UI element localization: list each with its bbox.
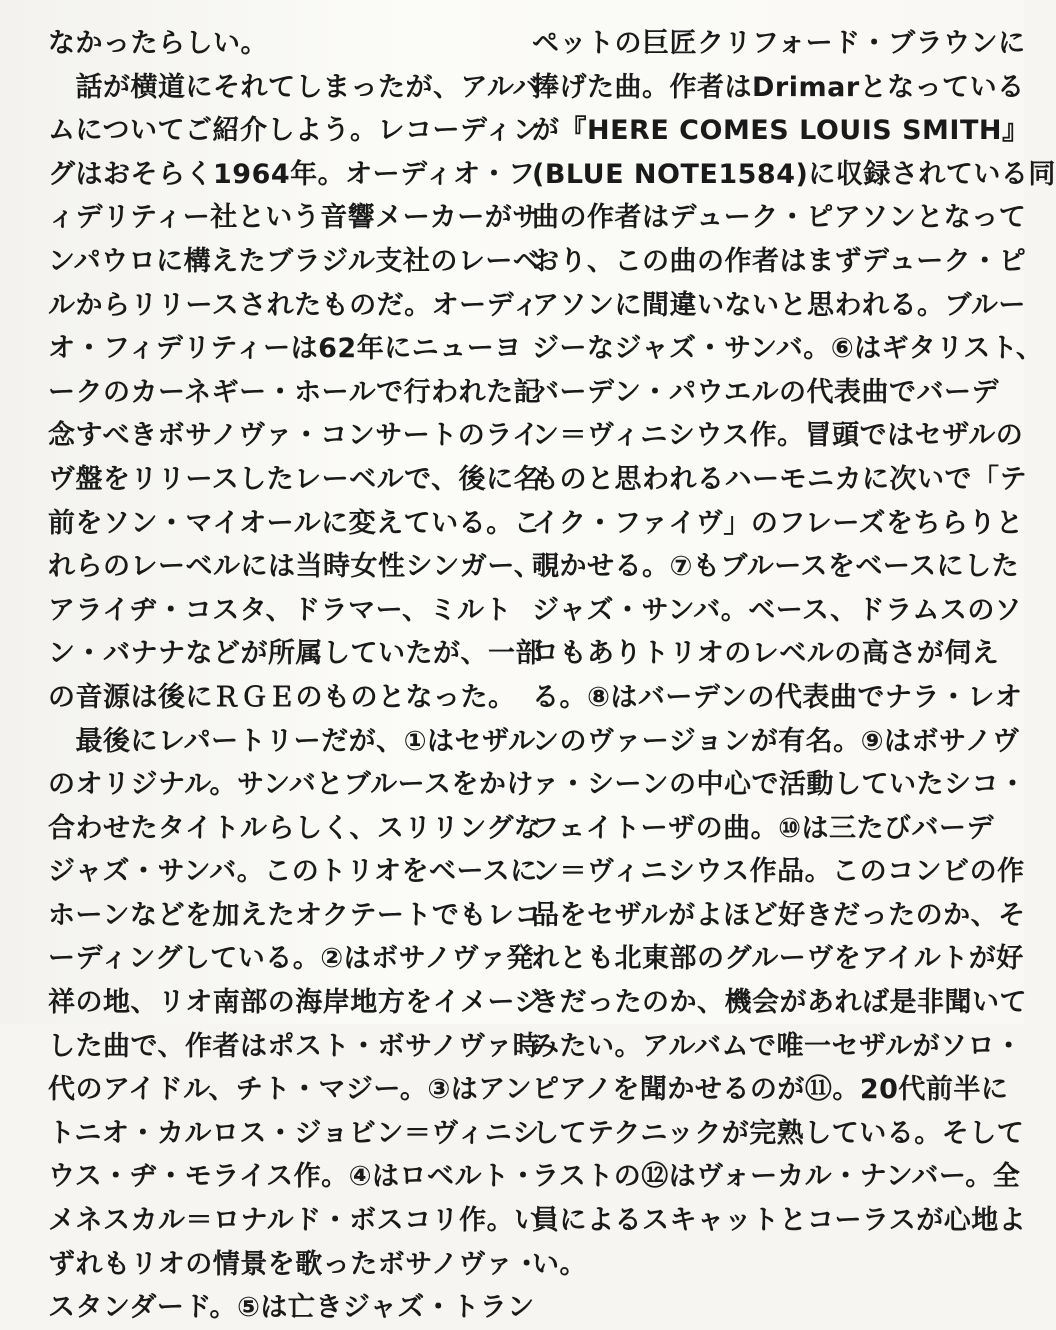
text-line: (BLUE NOTE1584)に収録されている同 (532, 158, 1056, 190)
text-line: の音源は後にＲＧＥのものとなった。 (48, 681, 516, 713)
text-line: トニオ・カルロス・ジョビン＝ヴィニシ (48, 1117, 540, 1149)
text-line: スタンダード。⑤は亡きジャズ・トラン (48, 1292, 535, 1324)
text-line: みたい。アルバムで唯一セザルがソロ・ (532, 1030, 1023, 1062)
text-line: ン・バナナなどが所属していたが、一部 (48, 638, 543, 670)
text-line: ークのカーネギー・ホールで行われた記 (48, 376, 542, 408)
text-line: ジーなジャズ・サンバ。⑥はギタリスト、 (532, 333, 1044, 365)
text-line: 話が横道にそれてしまったが、アルバ (48, 71, 541, 103)
text-line: が『HERE COMES LOUIS SMITH』 (532, 115, 1030, 147)
text-line: ジャズ・サンバ。このトリオをベースに (48, 856, 538, 888)
text-line: してテクニックが完熟している。そして (532, 1117, 1025, 1149)
text-line: ンのヴァージョンが有名。⑨はボサノヴ (532, 725, 1020, 757)
text-line: ルからリリースされたものだ。オーディ (48, 289, 540, 321)
text-line: きだったのか、機会があれば是非聞いて (532, 987, 1027, 1019)
text-line: イク・ファイヴ」のフレーズをちらりと (532, 507, 1024, 539)
text-line: バーデン・パウエルの代表曲でバーデ (532, 376, 999, 408)
text-line: グはおそらく1964年。オーディオ・フ (48, 158, 536, 190)
text-line: ン＝ヴィニシウス作。冒頭ではセザルの (532, 420, 1024, 452)
text-line: 念すべきボサノヴァ・コンサートのライ (48, 420, 540, 452)
text-line: 員によるスキャットとコーラスが心地よ (532, 1205, 1027, 1237)
text-line: 品をセザルがよほど好きだったのか、そ (532, 899, 1026, 931)
text-line: ペットの巨匠クリフォード・ブラウンに (532, 28, 1026, 59)
text-line: ヴ盤をリリースしたレーベルで、後に名 (48, 463, 542, 495)
text-line: ジャズ・サンバ。ベース、ドラムスのソ (532, 594, 1022, 626)
text-line: おり、この曲の作者はまずデューク・ピ (532, 245, 1027, 277)
text-line: ホーンなどを加えたオクテートでもレコ (48, 899, 542, 931)
text-line: れとも北東部のグルーヴをアイルトが好 (532, 943, 1024, 975)
text-line: 捧げた曲。作者はDrimarとなっている (532, 71, 1025, 103)
text-line: ピアノを聞かせるのが⑪。20代前半に (532, 1074, 1009, 1106)
text-line: 祥の地、リオ南部の海岸地方をイメージ (48, 987, 542, 1019)
text-line: 合わせたタイトルらしく、スリリングな (48, 812, 542, 844)
text-line: 前をソン・マイオールに変えている。こ (48, 507, 542, 539)
text-line: ものと思われるハーモニカに次いで「テ (532, 463, 1027, 495)
text-line: メネスカル＝ロナルド・ボスコリ作。い (48, 1205, 542, 1237)
text-line: フェイトーザの曲。⑩は三たびバーデ (532, 812, 995, 844)
text-line: ずれもリオの情景を歌ったボサノヴァ・ (48, 1248, 541, 1280)
text-line: オ・フィデリティーは62年にニューヨ (48, 333, 522, 365)
text-line: ウス・ヂ・モライス作。④はロベルト・ (48, 1161, 537, 1193)
right-text-column (532, 22, 1056, 1286)
text-line: アライヂ・コスタ、ドラマー、ミルト (48, 594, 512, 626)
text-line: れらのレーベルには当時女性シンガー、 (48, 551, 542, 583)
text-line: した曲で、作者はポスト・ボサノヴァ時 (48, 1030, 541, 1062)
text-line: 覗かせる。⑦もブルースをベースにした (532, 551, 1020, 583)
text-line: ロもありトリオのレベルの高さが伺え (532, 638, 1000, 670)
text-line: ムについてご紹介しよう。レコーディン (48, 115, 541, 147)
text-line: アソンに間違いないと思われる。ブルー (532, 289, 1026, 321)
text-line: ーディングしている。②はボサノヴァ発 (48, 943, 534, 975)
text-line: 曲の作者はデューク・ピアソンとなって (532, 202, 1027, 234)
text-line: い。 (532, 1248, 587, 1280)
text-line: る。⑧はバーデンの代表曲でナラ・レオ (532, 681, 1023, 713)
text-line: なかったらしい。 (48, 28, 268, 59)
text-line: のオリジナル。サンバとブルースをかけ (48, 769, 534, 801)
text-line: 最後にレパートリーだが、①はセザル (48, 725, 536, 757)
text-line: 代のアイドル、チト・マジー。③はアン (48, 1074, 533, 1106)
text-line: ァ・シーンの中心で活動していたシコ・ (532, 769, 1027, 801)
text-line: ィデリティー社という音響メーカーがサ (48, 202, 540, 234)
left-text-column (48, 22, 543, 1330)
text-line: ンパウロに構えたブラジル支社のレーベ (48, 245, 541, 277)
text-line: ラストの⑫はヴォーカル・ナンバー。全 (532, 1161, 1021, 1193)
text-line: ン＝ヴィニシウス作品。このコンビの作 (532, 856, 1025, 888)
